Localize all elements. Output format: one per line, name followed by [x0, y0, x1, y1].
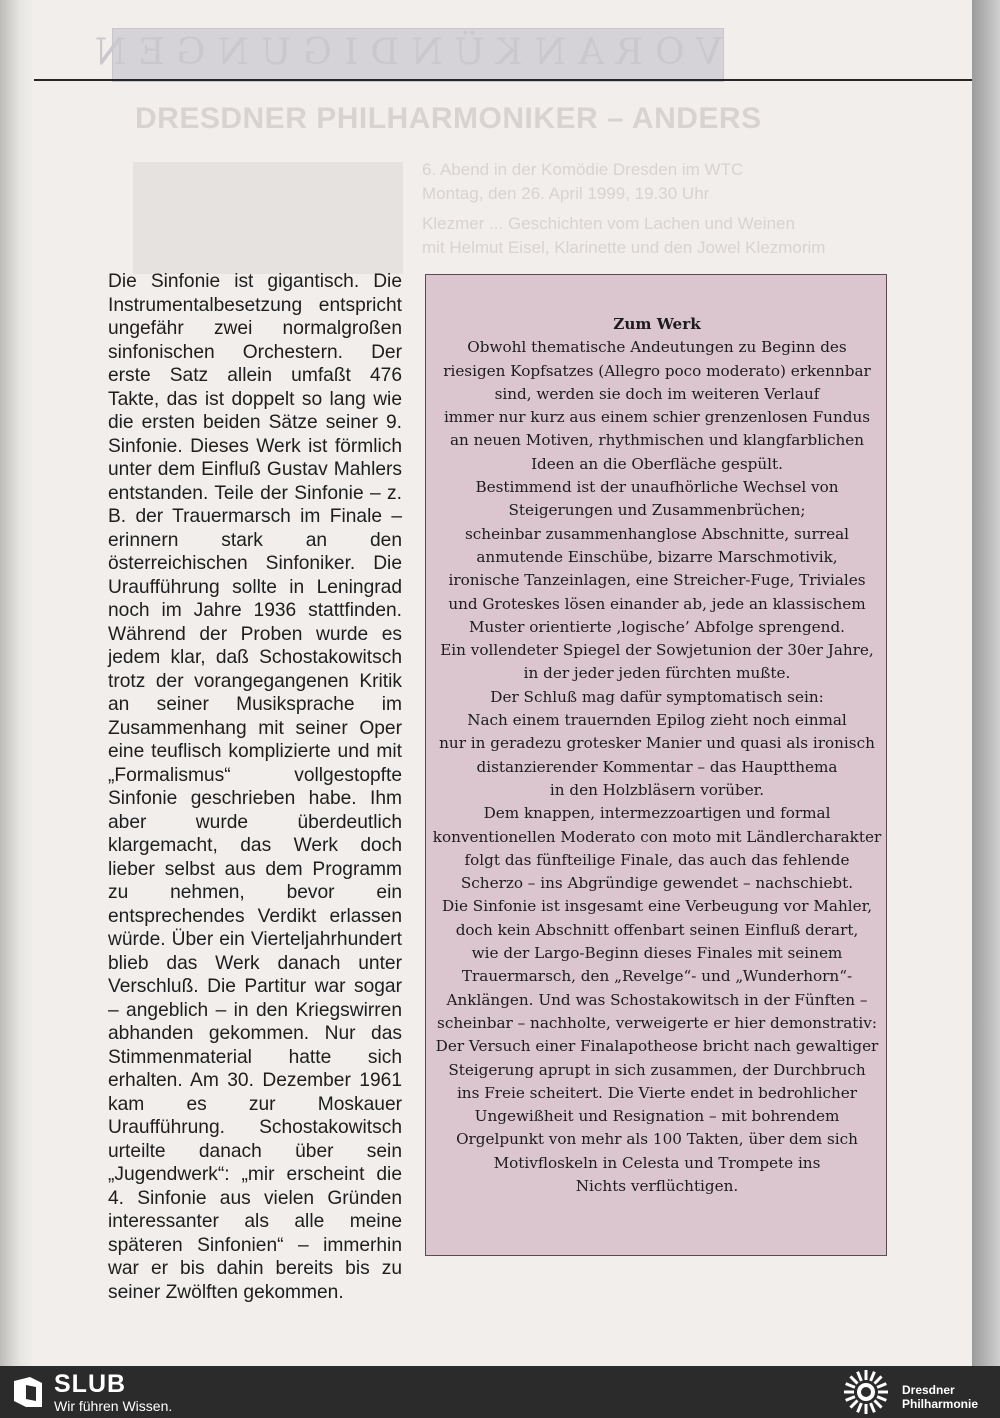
header-band-text: VORANKÜNDIGUNGEN: [82, 32, 722, 73]
article-paragraph: Die Sinfonie ist gigantisch. Die Instrumentalbesetzung entspricht ungefähr zwei normalgroßen sinfonischen Orchestern. Der erste Satz allein umfaßt 476 Takte, das ist doppelt so lang wie die ersten beiden Sätze seiner 9. Sinfonie. Dieses Werk ist förmlich unter dem Einfluß Gustav Mahlers entstanden. Teile der Sinfonie – z. B. der Trauermarsch im Finale – erinnern stark an den österreichischen Sinfoniker. Die Uraufführung sollte in Leningrad noch im Jahre 1936 stattfinden. Während der Proben wurde es jedem klar, daß Schostakowitsch trotz der vorangegangenen Kritik an seiner Musiksprache im Zusammenhang mit seiner Oper eine teuflisch komplizierte und mit „Formalismus“ vollgestopfte Sinfonie geschrieben habe. Ihm aber wurde überdeutlich klargemacht, das Werk doch lieber selbst aus dem Programm zu nehmen, bevor ein entsprechendes Verdikt erlassen würde. Über ein Vierteljahrhundert blieb das Werk danach unter Verschluß. Die Partitur war sogar – angeblich – in den Kriegswirren abhanden gekommen. Nur das Stimmenmaterial hatte sich erhalten. Am 30. Dezember 1961 kam es zur Moskauer Uraufführung. Schostakowitsch urteilte danach über sein „Jugendwerk“: „mir erscheint die 4. Sinfonie aus vielen Gründen interessanter als alle meine späteren Sinfonien“ – immerhin war er bis dahin bereits bis zu seiner Zwölften gekommen.: [108, 271, 402, 1303]
dresdner-philharmonie-logo-icon: [842, 1368, 890, 1416]
boxout-line: Muster orientierte ‚logische’ Abfolge sprengend.: [468, 617, 846, 636]
boxout-line: an neuen Motiven, rhythmischen und klangfarblichen: [449, 431, 865, 450]
boxout-line: Orgelpunkt von mehr als 100 Takten, über dem sich: [456, 1130, 858, 1149]
boxout-line: doch kein Abschnitt offenbart seinen Einfluß derart,: [455, 920, 859, 939]
slub-slogan: Wir führen Wissen.: [54, 1398, 173, 1414]
boxout-line: Trauermarsch, den „Revelge“- und „Wunderhorn“-: [461, 967, 853, 986]
boxout-line: Ein vollendeter Spiegel der Sowjetunion der 30er Jahre,: [440, 641, 874, 660]
article-body: [108, 270, 402, 1304]
boxout-line: scheinbar – nachholte, verweigerte er hier demonstrativ:: [437, 1013, 877, 1032]
boxout-line: Scherzo – ins Abgründige gewendet – nachschiebt.: [460, 874, 854, 893]
zum-werk-content: [426, 313, 888, 1198]
boxout-line: Der Versuch einer Finalapotheose bricht nach gewaltiger: [435, 1037, 879, 1056]
boxout-line: Obwohl thematische Andeutungen zu Beginn des: [467, 338, 847, 357]
header-rule: [34, 79, 972, 81]
boxout-line: scheinbar zusammenhanglose Abschnitte, surreal: [465, 524, 849, 543]
boxout-line: distanzierender Kommentar – das Hauptthema: [476, 757, 838, 776]
boxout-line: Steigerungen und Zusammenbrüchen;: [508, 501, 806, 520]
zum-werk-title: Zum Werk: [613, 315, 701, 333]
ghost-line: mit Helmut Eisel, Klarinette und den Jowel Klezmorim: [422, 238, 826, 257]
boxout-line: riesigen Kopfsatzes (Allegro poco moderato) erkennbar: [443, 361, 871, 380]
boxout-line: Nach einem trauernden Epilog zieht noch einmal: [467, 711, 847, 730]
ghost-title: DRESDNER PHILHARMONIKER – ANDERS: [135, 102, 762, 135]
ghost-line: 6. Abend in der Komödie Dresden im WTC: [422, 160, 744, 179]
dresdner-philharmonie-name[interactable]: [902, 1383, 978, 1411]
boxout-line: Die Sinfonie ist insgesamt eine Verbeugung vor Mahler,: [441, 897, 873, 916]
dp-name-line1: Dresdner: [902, 1383, 955, 1397]
dp-name-line2: Philharmonie: [902, 1397, 979, 1411]
boxout-line: ins Freie scheitert. Die Vierte endet in bedrohlicher: [456, 1083, 858, 1102]
boxout-line: Anklängen. Und was Schostakowitsch in der Fünften –: [446, 990, 868, 1009]
boxout-line: Ungewißheit und Resignation – mit bohrendem: [474, 1107, 840, 1126]
boxout-line: Dem knappen, intermezzoartigen und formal: [483, 804, 831, 823]
boxout-line: konventionellen Moderato con moto mit Ländlercharakter: [432, 827, 882, 846]
boxout-line: und Groteskes lösen einander ab, jede an klassischem: [448, 594, 866, 613]
slub-logo-icon: [12, 1375, 44, 1409]
page-spine: [0, 0, 34, 1366]
boxout-line: in den Holzbläsern vorüber.: [549, 780, 765, 799]
boxout-line: folgt das fünfteilige Finale, das auch das fehlende: [464, 850, 850, 869]
zum-werk-box: [425, 274, 887, 1256]
boxout-line: Motivfloskeln in Celesta und Trompete ins: [493, 1153, 821, 1172]
boxout-line: in der jeder jeden fürchten mußte.: [523, 664, 791, 683]
boxout-line: Nichts verflüchtigen.: [575, 1176, 739, 1195]
boxout-line: Ideen an die Oberfläche gespült.: [531, 454, 783, 473]
boxout-line: Bestimmend ist der unaufhörliche Wechsel von: [475, 478, 839, 497]
boxout-line: ironische Tanzeinlagen, eine Streicher-Fuge, Triviales: [448, 571, 866, 590]
ghost-photo: [133, 162, 403, 274]
boxout-line: Der Schluß mag dafür symptomatisch sein:: [490, 687, 824, 706]
boxout-line: immer nur kurz aus einem schier grenzenlosen Fundus: [443, 408, 871, 427]
slub-name[interactable]: SLUB: [54, 1370, 127, 1398]
ghost-line: Montag, den 26. April 1999, 19.30 Uhr: [422, 184, 710, 203]
boxout-line: sind, werden sie doch im weiteren Verlauf: [494, 384, 820, 403]
page-edge: [972, 0, 1000, 1366]
boxout-line: anmutende Einschübe, bizarre Marschmotivik,: [476, 547, 838, 566]
boxout-line: wie der Largo-Beginn dieses Finales mit seinem: [471, 944, 843, 963]
boxout-line: Steigerung aprupt in sich zusammen, der Durchbruch: [448, 1060, 866, 1079]
ghost-line: Klezmer ... Geschichten vom Lachen und Weinen: [422, 214, 795, 233]
boxout-line: nur in geradezu grotesker Manier und quasi als ironisch: [439, 734, 875, 753]
